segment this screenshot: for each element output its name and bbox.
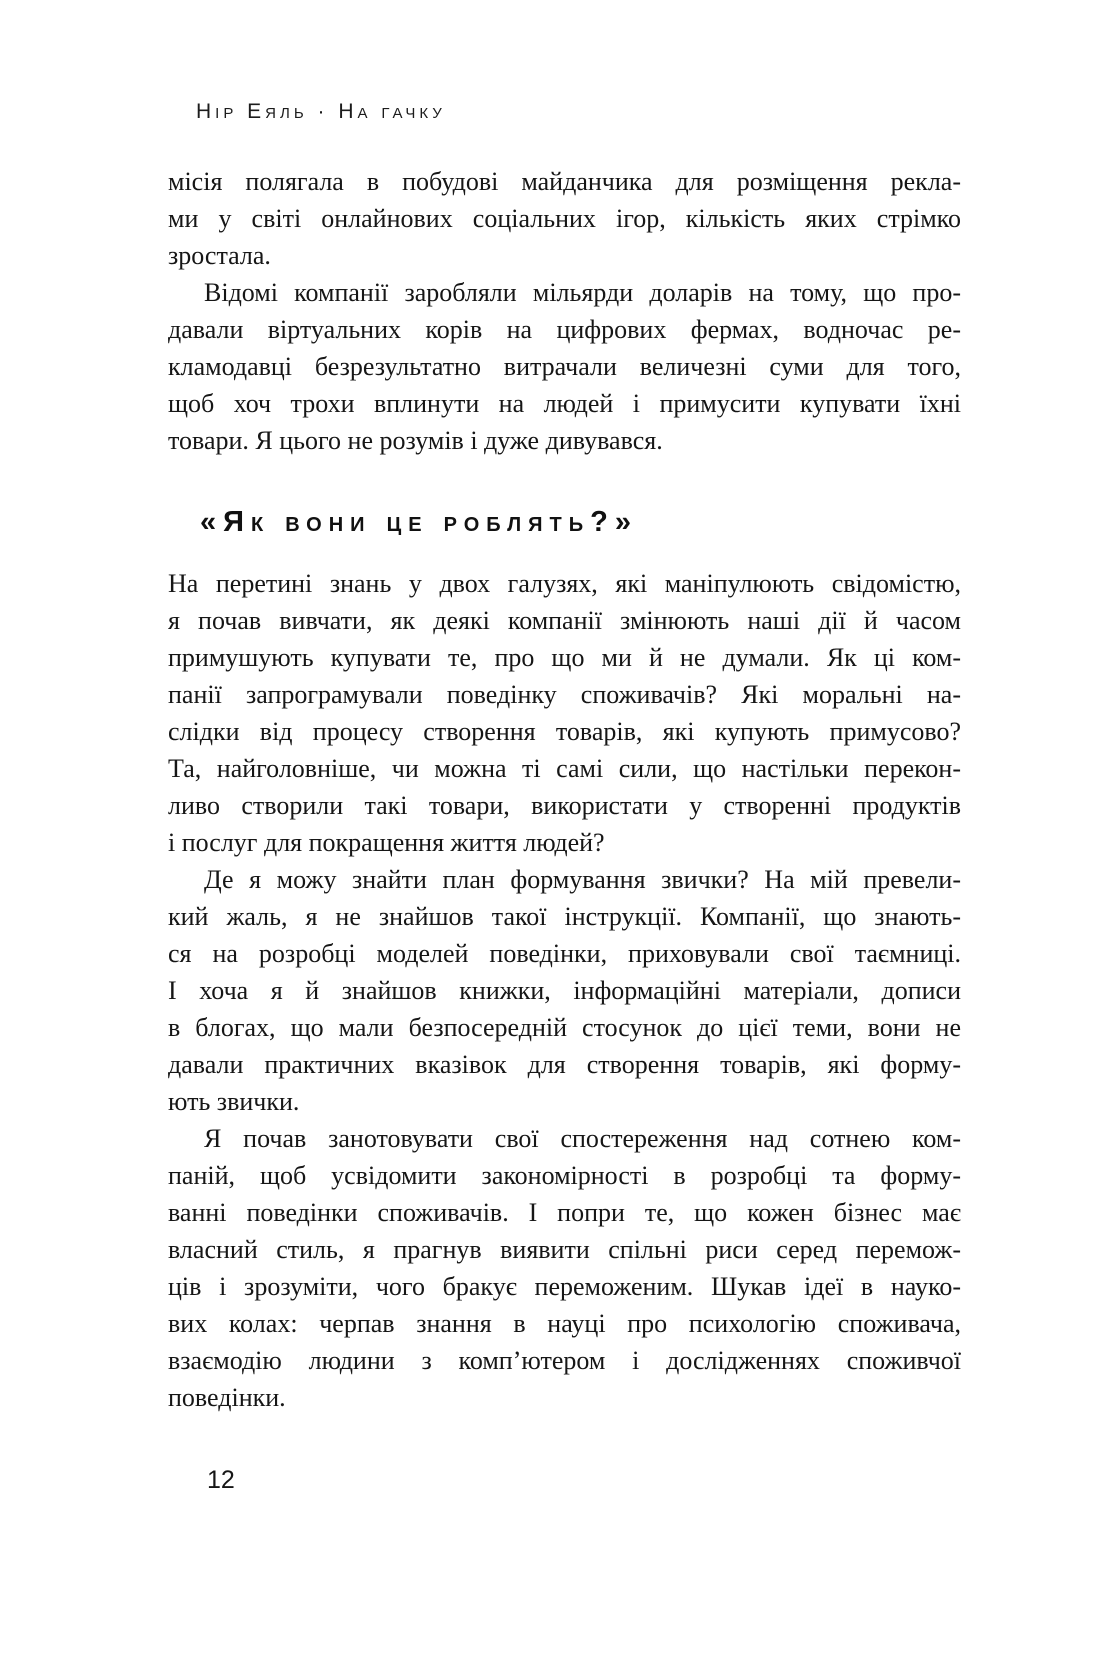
text-line: зростала. — [168, 241, 271, 270]
text-line: примушують купувати те, про що ми й не думали. Як ці ком- — [168, 643, 961, 672]
text-line: Я почав занотовувати свої спостереження над сотнею ком- — [204, 1124, 961, 1153]
text-line: і послуг для покращення життя людей? — [168, 828, 605, 857]
text-line: я почав вивчати, як деякі компанії змінюють наші дії й часом — [168, 606, 961, 635]
text-line: кламодавці безрезультатно витрачали величезні суми для того, — [168, 352, 961, 381]
text-line: ми у світі онлайнових соціальних ігор, кількість яких стрімко — [168, 204, 961, 233]
text-line: давали практичних вказівок для створення товарів, які форму- — [168, 1050, 961, 1079]
paragraph — [168, 274, 961, 459]
paragraphs-before-heading — [168, 163, 961, 459]
text-line: ють звички. — [168, 1087, 300, 1116]
paragraph — [168, 861, 961, 1120]
text-line: ся на розробці моделей поведінки, приховували свої таємниці. — [168, 939, 961, 968]
text-line: в блогах, що мали безпосередній стосунок до цієї теми, вони не — [168, 1013, 961, 1042]
text-line: товари. Я цього не розумів і дуже дивувався. — [168, 426, 663, 455]
paragraph — [168, 163, 961, 274]
text-line: На перетині знань у двох галузях, які маніпулюють свідомістю, — [168, 569, 961, 598]
text-line: паній, щоб усвідомити закономірності в розробці та форму- — [168, 1161, 961, 1190]
text-line: поведінки. — [168, 1383, 286, 1412]
text-line: ців і зрозуміти, чого бракує переможеним. Шукав ідеї в науко- — [168, 1272, 961, 1301]
paragraph — [168, 565, 961, 861]
text-line: І хоча я й знайшов книжки, інформаційні матеріали, дописи — [168, 976, 961, 1005]
text-line: щоб хоч трохи вплинути на людей і примусити купувати їхні — [168, 389, 961, 418]
text-line: слідки від процесу створення товарів, які купують примусово? — [168, 717, 961, 746]
text-line: ванні поведінки споживачів. І попри те, що кожен бізнес має — [168, 1198, 961, 1227]
text-line: місія полягала в побудові майданчика для розміщення рекла- — [168, 167, 961, 196]
paragraphs-after-heading — [168, 565, 961, 1416]
text-line: панії запрограмували поведінку споживачів? Які моральні на- — [168, 680, 961, 709]
text-line: власний стиль, я прагнув виявити спільні риси серед перемож- — [168, 1235, 961, 1264]
section-heading: «Як вони це роблять?» — [200, 506, 638, 538]
text-line: давали віртуальних корів на цифрових фермах, водночас ре- — [168, 315, 961, 344]
text-line: Де я можу знайти план формування звички? На мій превели- — [204, 865, 961, 894]
text-line: кий жаль, я не знайшов такої інструкції. Компанії, що знають- — [168, 902, 961, 931]
text-line: ливо створили такі товари, використати у створенні продуктів — [168, 791, 961, 820]
running-header: Нір Еяль · На гачку — [196, 100, 446, 123]
page-number: 12 — [207, 1466, 235, 1494]
text-line: вих колах: черпав знання в науці про психологію споживача, — [168, 1309, 961, 1338]
text-line: Та, найголовніше, чи можна ті самі сили, що настільки перекон- — [168, 754, 961, 783]
paragraph — [168, 1120, 961, 1416]
text-line: взаємодію людини з комп’ютером і дослідженнях споживчої — [168, 1346, 961, 1375]
text-column — [168, 163, 961, 1416]
text-line: Відомі компанії заробляли мільярди доларів на тому, що про- — [204, 278, 961, 307]
